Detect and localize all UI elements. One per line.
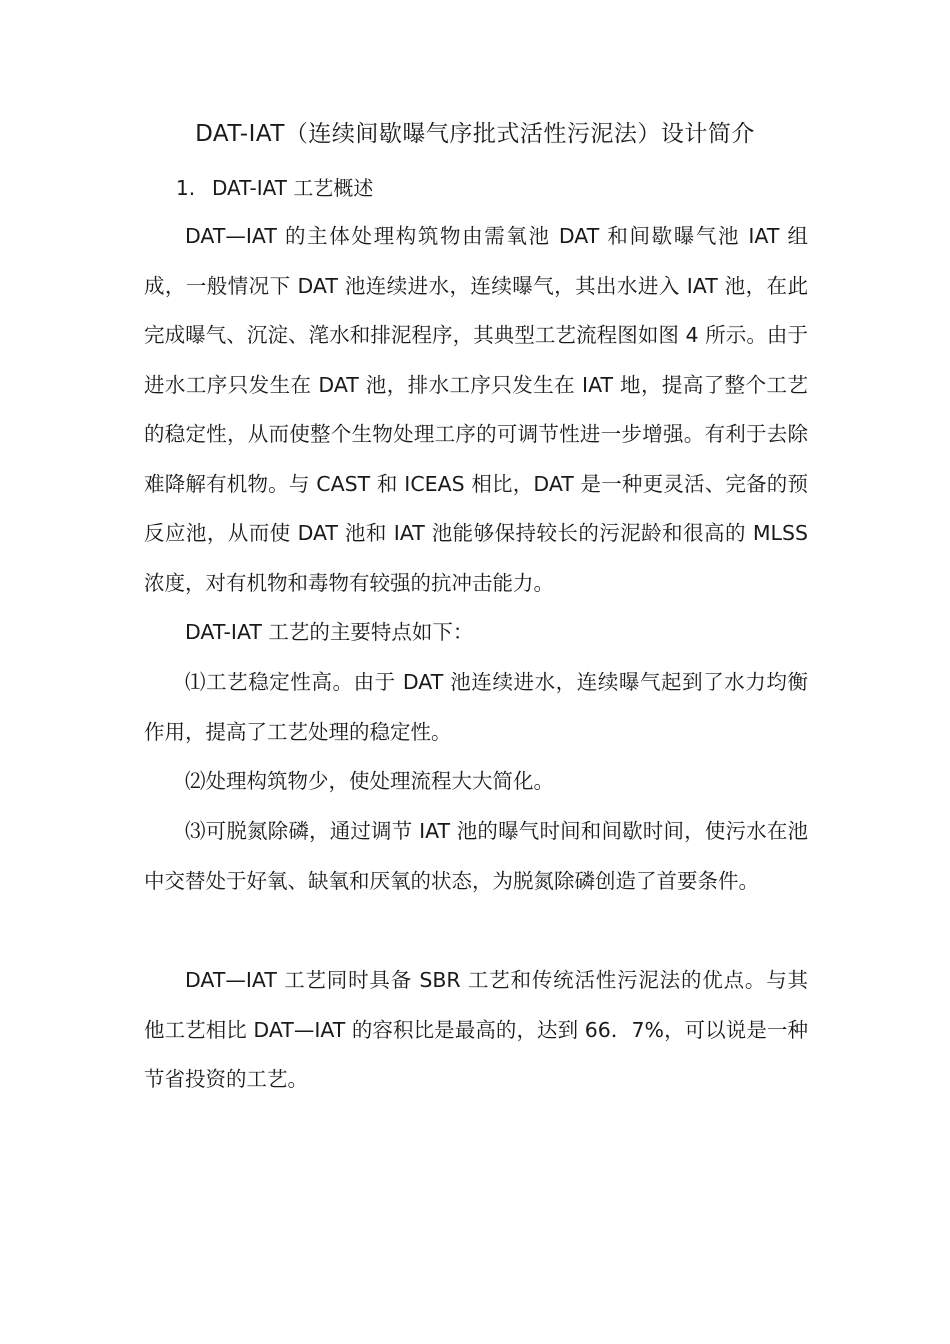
section-number: 1. [176,176,196,200]
paragraph-feature-nutrient-removal: ⑶可脱氮除磷，通过调节 IAT 池的曝气时间和间歇时间，使污水在池中交替处于好氧、缺氧和厌氧的状态，为脱氮除磷创造了首要条件。 [144,819,808,893]
paragraph-summary: DAT—IAT 工艺同时具备 SBR 工艺和传统活性污泥法的优点。与其他工艺相比 DAT—IAT 的容积比是最高的，达到 66．7%，可以说是一种节省投资的工艺。 [144,968,808,1091]
paragraph-features-intro: DAT-IAT 工艺的主要特点如下： [185,620,474,644]
paragraph-feature-simplified: ⑵处理构筑物少，使处理流程大大简化。 [185,769,554,793]
section-heading-text: DAT-IAT 工艺概述 [212,176,374,200]
paragraph-overview: DAT—IAT 的主体处理构筑物由需氧池 DAT 和间歇曝气池 IAT 组成，一般情况下 DAT 池连续进水，连续曝气，其出水进入 IAT 池，在此完成曝气、沉淀、滗水和排泥程序，其典型工艺流程图如图 4 所示。由于进水工序只发生在 DAT 池，排水工序只发生在 IAT 地，提高了整个工艺的稳定性，从而使整个生物处理工序的可调节性进一步增强。有利于去除难降解有机物。与 CAST 和 ICEAS 相比，DAT 是一种更灵活、完备的预反应池，从而使 DAT 池和 IAT 池能够保持较长的污泥龄和很高的 MLSS 浓度，对有机物和毒物有较强的抗冲击能力。 [144,224,808,595]
document-title: DAT-IAT（连续间歇曝气序批式活性污泥法）设计简介 [195,121,755,147]
section-heading [176,166,373,210]
paragraph-feature-stability: ⑴工艺稳定性高。由于 DAT 池连续进水，连续曝气起到了水力均衡作用，提高了工艺处理的稳定性。 [144,670,808,744]
